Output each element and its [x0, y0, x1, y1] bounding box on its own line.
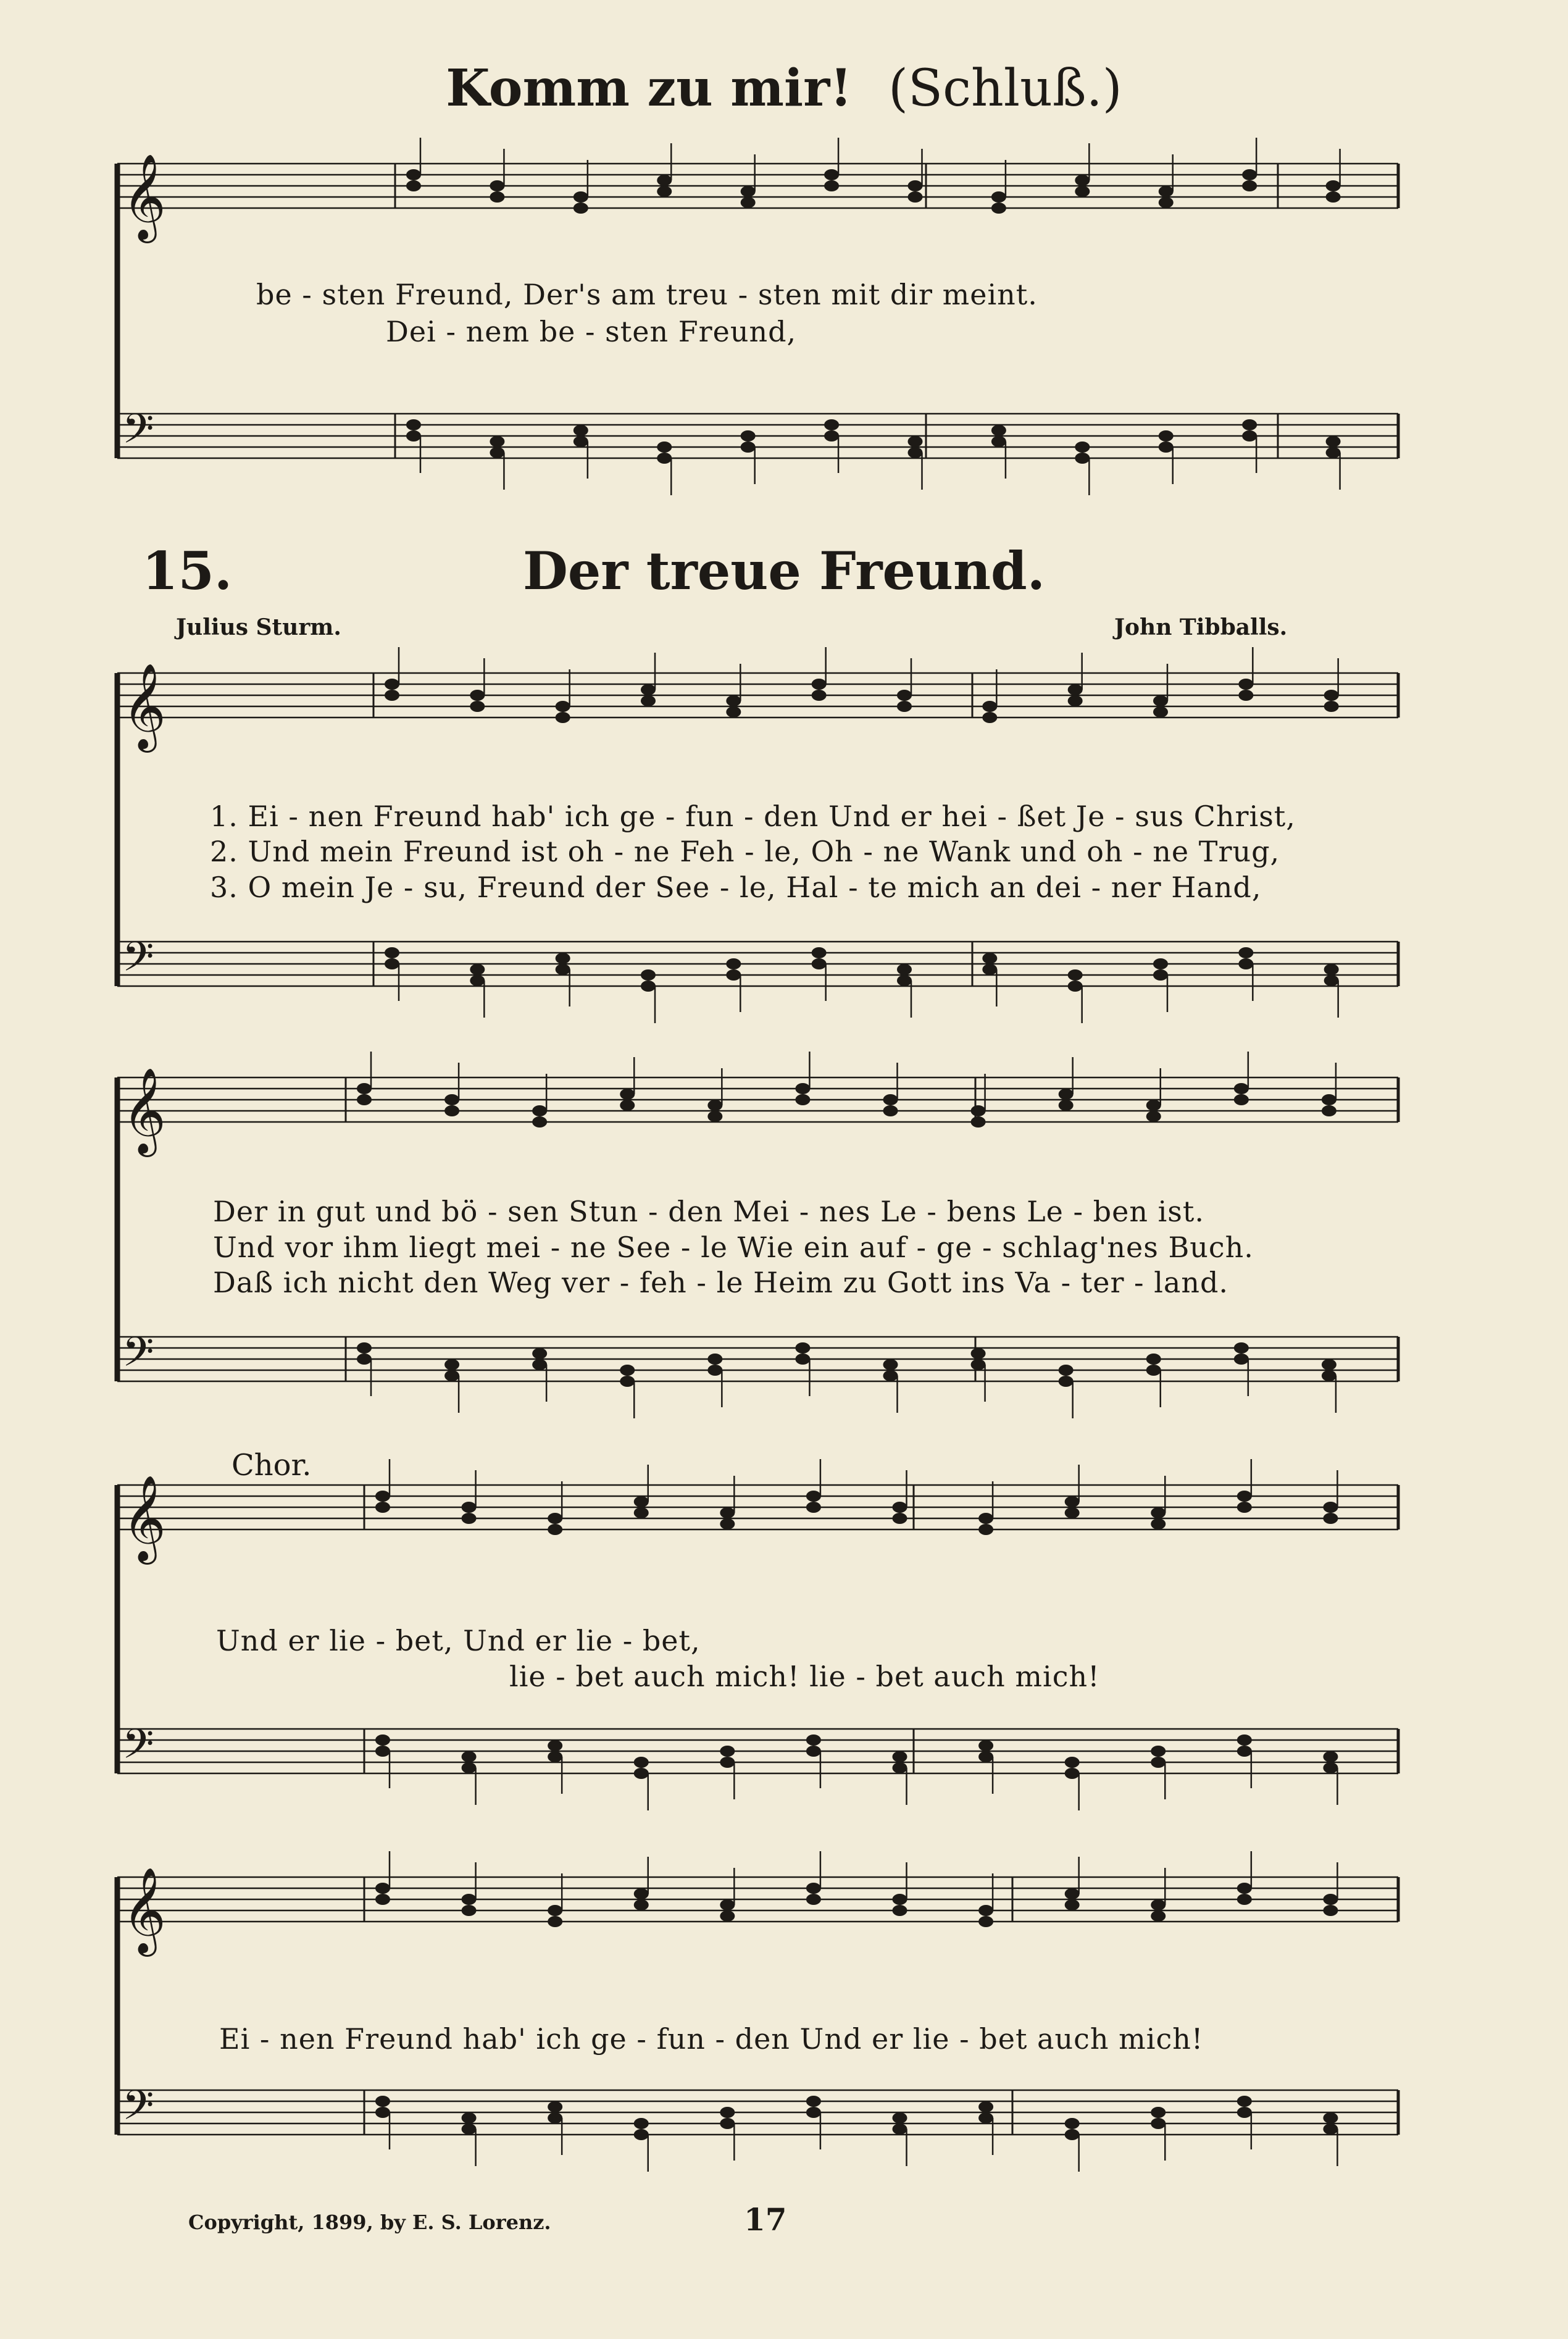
note-head: [1242, 180, 1257, 191]
note-head: [1065, 1899, 1080, 1910]
note-head: [1234, 1354, 1249, 1365]
hymn-number: 15.: [142, 540, 233, 601]
note-head: [991, 436, 1006, 447]
note-head: [824, 419, 839, 430]
note-head: [795, 1354, 810, 1365]
composer: John Tibballs.: [1114, 614, 1288, 640]
section-subtitle: (Schluß.): [888, 59, 1122, 118]
note-head: [641, 969, 656, 981]
note-head: [795, 1083, 810, 1094]
note-head: [726, 958, 741, 969]
note-head: [1324, 964, 1339, 975]
note-head: [897, 690, 912, 701]
note-head: [897, 701, 912, 712]
note-head: [893, 1502, 907, 1513]
note-head: [991, 191, 1006, 203]
note-head: [1322, 1359, 1337, 1370]
note-head: [1159, 441, 1174, 453]
clef-symbol: 𝄞: [122, 154, 166, 240]
note-head: [978, 1916, 993, 1927]
note-head: [490, 180, 504, 191]
note-head: [620, 1089, 635, 1100]
note-head: [893, 1894, 907, 1905]
note-head: [1075, 186, 1090, 197]
note-head: [795, 1094, 810, 1105]
note-head: [982, 701, 997, 712]
verse-2-line-a: 2. Und mein Freund ist oh - ne Feh - le, Oh - ne Wank und oh - ne Trug,: [210, 835, 1280, 868]
note-head: [385, 679, 399, 690]
note-head: [357, 1083, 372, 1094]
note-head: [1238, 958, 1253, 969]
note-head: [1322, 1370, 1337, 1381]
note-head: [978, 1905, 993, 1916]
note-head: [1151, 1507, 1166, 1518]
note-head: [620, 1365, 635, 1376]
note-head: [1151, 1757, 1166, 1768]
note-head: [1234, 1342, 1249, 1354]
note-head: [1151, 1899, 1166, 1910]
note-head: [1237, 1894, 1252, 1905]
chorus-line-1: Und er lie - bet, Und er lie - bet,: [216, 1624, 701, 1657]
note-head: [444, 1370, 459, 1381]
note-head: [1323, 1513, 1338, 1524]
note-head: [824, 169, 839, 180]
note-head: [1326, 436, 1341, 447]
note-head: [1153, 969, 1168, 981]
copyright-notice: Copyright, 1899, by E. S. Lorenz.: [188, 2211, 551, 2234]
note-head: [883, 1094, 898, 1105]
note-head: [1151, 1910, 1166, 1922]
clef-symbol: 𝄢: [122, 933, 154, 990]
note-head: [357, 1342, 372, 1354]
note-head: [1324, 975, 1339, 986]
note-head: [1237, 1883, 1252, 1894]
note-head: [1322, 1094, 1337, 1105]
note-head: [720, 1757, 735, 1768]
note-head: [1323, 1762, 1338, 1773]
note-head: [824, 430, 839, 441]
note-head: [1238, 679, 1253, 690]
note-head: [1151, 1746, 1166, 1757]
note-head: [462, 1905, 477, 1916]
note-head: [375, 1883, 390, 1894]
note-head: [897, 964, 912, 975]
note-head: [406, 169, 421, 180]
note-head: [806, 1491, 821, 1502]
note-head: [375, 1746, 390, 1757]
note-head: [444, 1094, 459, 1105]
note-head: [548, 2112, 562, 2124]
note-head: [812, 947, 827, 958]
note-head: [548, 1905, 562, 1916]
note-head: [375, 1734, 390, 1746]
note-head: [824, 180, 839, 191]
note-head: [1153, 958, 1168, 969]
note-head: [1065, 1888, 1080, 1899]
note-head: [978, 2112, 993, 2124]
note-head: [657, 441, 672, 453]
note-head: [548, 1513, 562, 1524]
note-head: [720, 1507, 735, 1518]
note-head: [1065, 2129, 1080, 2140]
note-head: [1237, 1491, 1252, 1502]
note-head: [573, 425, 588, 436]
note-head: [1068, 695, 1083, 706]
note-head: [893, 1751, 907, 1762]
note-head: [971, 1105, 986, 1116]
note-head: [532, 1348, 547, 1359]
note-head: [982, 953, 997, 964]
note-head: [573, 191, 588, 203]
clef-symbol: 𝄞: [122, 1867, 166, 1953]
note-head: [532, 1359, 547, 1370]
clef-symbol: 𝄢: [122, 1328, 154, 1386]
note-head: [1323, 1502, 1338, 1513]
note-head: [1322, 1105, 1337, 1116]
note-head: [812, 690, 827, 701]
note-head: [1065, 1507, 1080, 1518]
verse-3-line-b: Daß ich nicht den Weg ver - feh - le Heim zu Gott ins Va - ter - land.: [213, 1266, 1229, 1299]
note-head: [741, 430, 756, 441]
note-head: [657, 175, 672, 186]
note-head: [707, 1111, 722, 1122]
note-head: [893, 2124, 907, 2135]
note-head: [806, 1883, 821, 1894]
top-lyric-line-2: Dei - nem be - sten Freund,: [386, 315, 797, 348]
note-head: [470, 964, 485, 975]
note-head: [978, 1751, 993, 1762]
note-head: [620, 1376, 635, 1387]
note-head: [971, 1116, 986, 1128]
note-head: [1065, 1768, 1080, 1779]
section-title-text: Komm zu mir!: [446, 59, 853, 118]
note-head: [720, 1899, 735, 1910]
note-head: [634, 1757, 649, 1768]
note-head: [893, 2112, 907, 2124]
note-head: [634, 1496, 649, 1507]
note-head: [1068, 969, 1083, 981]
note-head: [385, 690, 399, 701]
note-head: [1323, 2112, 1338, 2124]
note-head: [641, 981, 656, 992]
note-head: [1323, 1905, 1338, 1916]
note-head: [893, 1513, 907, 1524]
note-head: [982, 712, 997, 723]
note-head: [375, 1502, 390, 1513]
note-head: [634, 1768, 649, 1779]
note-head: [470, 975, 485, 986]
note-head: [657, 186, 672, 197]
note-head: [573, 203, 588, 214]
note-head: [1059, 1365, 1074, 1376]
note-head: [1159, 430, 1174, 441]
note-head: [1237, 2096, 1252, 2107]
note-head: [634, 1507, 649, 1518]
clef-symbol: 𝄢: [122, 405, 154, 462]
note-head: [620, 1100, 635, 1111]
note-head: [883, 1359, 898, 1370]
note-head: [726, 695, 741, 706]
note-head: [462, 1751, 477, 1762]
note-head: [1146, 1111, 1161, 1122]
note-head: [806, 1502, 821, 1513]
note-head: [908, 447, 923, 458]
verse-1-line-b: Der in gut und bö - sen Stun - den Mei - nes Le - bens Le - ben ist.: [213, 1195, 1205, 1228]
page-number: 17: [744, 2201, 787, 2238]
note-head: [1059, 1376, 1074, 1387]
note-head: [462, 2124, 477, 2135]
note-head: [462, 1894, 477, 1905]
note-head: [556, 964, 570, 975]
note-head: [634, 2118, 649, 2129]
note-head: [1238, 947, 1253, 958]
note-head: [462, 1502, 477, 1513]
note-head: [741, 197, 756, 208]
note-head: [357, 1094, 372, 1105]
verse-3-line-a: 3. O mein Je - su, Freund der See - le, Hal - te mich an dei - ner Hand,: [210, 871, 1262, 904]
note-head: [1242, 430, 1257, 441]
note-head: [908, 191, 923, 203]
note-head: [1237, 2107, 1252, 2118]
top-lyric-line-1: be - sten Freund, Der's am treu - sten mit dir meint.: [256, 278, 1038, 311]
note-head: [470, 701, 485, 712]
note-head: [1146, 1354, 1161, 1365]
note-head: [883, 1370, 898, 1381]
note-head: [978, 1513, 993, 1524]
note-head: [657, 453, 672, 464]
note-head: [991, 425, 1006, 436]
note-head: [490, 447, 504, 458]
note-head: [573, 436, 588, 447]
note-head: [795, 1342, 810, 1354]
note-head: [548, 1751, 562, 1762]
note-head: [720, 2118, 735, 2129]
chorus-label: Chor.: [231, 1448, 312, 1483]
note-head: [883, 1105, 898, 1116]
note-head: [406, 430, 421, 441]
note-head: [720, 2107, 735, 2118]
note-head: [707, 1354, 722, 1365]
note-head: [978, 1740, 993, 1751]
note-head: [1234, 1094, 1249, 1105]
note-head: [1242, 169, 1257, 180]
lyricist: Julius Sturm.: [176, 614, 341, 640]
note-head: [971, 1359, 986, 1370]
note-head: [806, 2107, 821, 2118]
note-head: [893, 1905, 907, 1916]
note-head: [1323, 1894, 1338, 1905]
note-head: [893, 1762, 907, 1773]
note-head: [1059, 1100, 1074, 1111]
note-head: [1059, 1089, 1074, 1100]
note-head: [1068, 981, 1083, 992]
note-head: [548, 2101, 562, 2112]
note-head: [1068, 684, 1083, 695]
note-head: [812, 958, 827, 969]
note-head: [720, 1518, 735, 1529]
note-head: [470, 690, 485, 701]
note-head: [1146, 1100, 1161, 1111]
note-head: [357, 1354, 372, 1365]
note-head: [908, 180, 923, 191]
note-head: [1326, 180, 1341, 191]
note-head: [1324, 701, 1339, 712]
note-head: [1324, 690, 1339, 701]
note-head: [978, 2101, 993, 2112]
note-head: [741, 441, 756, 453]
note-head: [375, 2107, 390, 2118]
note-head: [1237, 1502, 1252, 1513]
note-head: [726, 969, 741, 981]
note-head: [806, 1894, 821, 1905]
note-head: [1237, 1746, 1252, 1757]
clef-symbol: 𝄞: [122, 663, 166, 749]
note-head: [908, 436, 923, 447]
note-head: [1065, 1496, 1080, 1507]
note-head: [1151, 2118, 1166, 2129]
note-head: [806, 1734, 821, 1746]
note-head: [641, 695, 656, 706]
note-head: [991, 203, 1006, 214]
note-head: [1234, 1083, 1249, 1094]
note-head: [556, 712, 570, 723]
note-head: [462, 1762, 477, 1773]
note-head: [1153, 695, 1168, 706]
note-head: [1326, 447, 1341, 458]
note-head: [406, 180, 421, 191]
note-head: [1075, 175, 1090, 186]
note-head: [971, 1348, 986, 1359]
note-head: [707, 1100, 722, 1111]
verse-1-line-a: 1. Ei - nen Freund hab' ich ge - fun - den Und er hei - ßet Je - sus Christ,: [210, 800, 1296, 833]
clef-symbol: 𝄞: [122, 1475, 166, 1561]
note-head: [1146, 1365, 1161, 1376]
verse-2-line-b: Und vor ihm liegt mei - ne See - le Wie ein auf - ge - schlag'nes Buch.: [213, 1231, 1254, 1264]
note-head: [1065, 1757, 1080, 1768]
note-head: [741, 186, 756, 197]
note-head: [1237, 1734, 1252, 1746]
note-head: [1151, 2107, 1166, 2118]
note-head: [1326, 191, 1341, 203]
note-head: [385, 958, 399, 969]
note-head: [806, 1746, 821, 1757]
note-head: [1065, 2118, 1080, 2129]
note-head: [634, 1888, 649, 1899]
note-head: [634, 1899, 649, 1910]
hymn-title: Der treue Freund.: [522, 540, 1046, 601]
clef-symbol: 𝄢: [122, 2082, 154, 2139]
note-head: [634, 2129, 649, 2140]
note-head: [375, 2096, 390, 2107]
note-head: [490, 436, 504, 447]
note-head: [548, 1916, 562, 1927]
note-head: [720, 1910, 735, 1922]
note-head: [490, 191, 504, 203]
note-head: [1151, 1518, 1166, 1529]
note-head: [806, 2096, 821, 2107]
note-head: [812, 679, 827, 690]
note-head: [444, 1105, 459, 1116]
note-head: [641, 684, 656, 695]
note-head: [1159, 197, 1174, 208]
note-head: [385, 947, 399, 958]
note-head: [1242, 419, 1257, 430]
note-head: [532, 1116, 547, 1128]
note-head: [556, 953, 570, 964]
note-head: [1323, 1751, 1338, 1762]
note-head: [406, 419, 421, 430]
note-head: [444, 1359, 459, 1370]
note-head: [1323, 2124, 1338, 2135]
note-head: [707, 1365, 722, 1376]
clef-symbol: 𝄢: [122, 1720, 154, 1778]
note-head: [978, 1524, 993, 1535]
note-head: [375, 1894, 390, 1905]
final-lyric-line: Ei - nen Freund hab' ich ge - fun - den Und er lie - bet auch mich!: [219, 2022, 1204, 2056]
note-head: [982, 964, 997, 975]
note-head: [1159, 186, 1174, 197]
note-head: [548, 1740, 562, 1751]
note-head: [1075, 441, 1090, 453]
clef-symbol: 𝄞: [122, 1068, 166, 1153]
note-head: [462, 2112, 477, 2124]
note-head: [548, 1524, 562, 1535]
note-head: [1238, 690, 1253, 701]
note-head: [462, 1513, 477, 1524]
note-head: [1075, 453, 1090, 464]
note-head: [726, 706, 741, 718]
note-head: [556, 701, 570, 712]
note-head: [897, 975, 912, 986]
note-head: [720, 1746, 735, 1757]
note-head: [375, 1491, 390, 1502]
note-head: [532, 1105, 547, 1116]
note-head: [1153, 706, 1168, 718]
chorus-line-2: lie - bet auch mich! lie - bet auch mich!: [509, 1660, 1100, 1693]
